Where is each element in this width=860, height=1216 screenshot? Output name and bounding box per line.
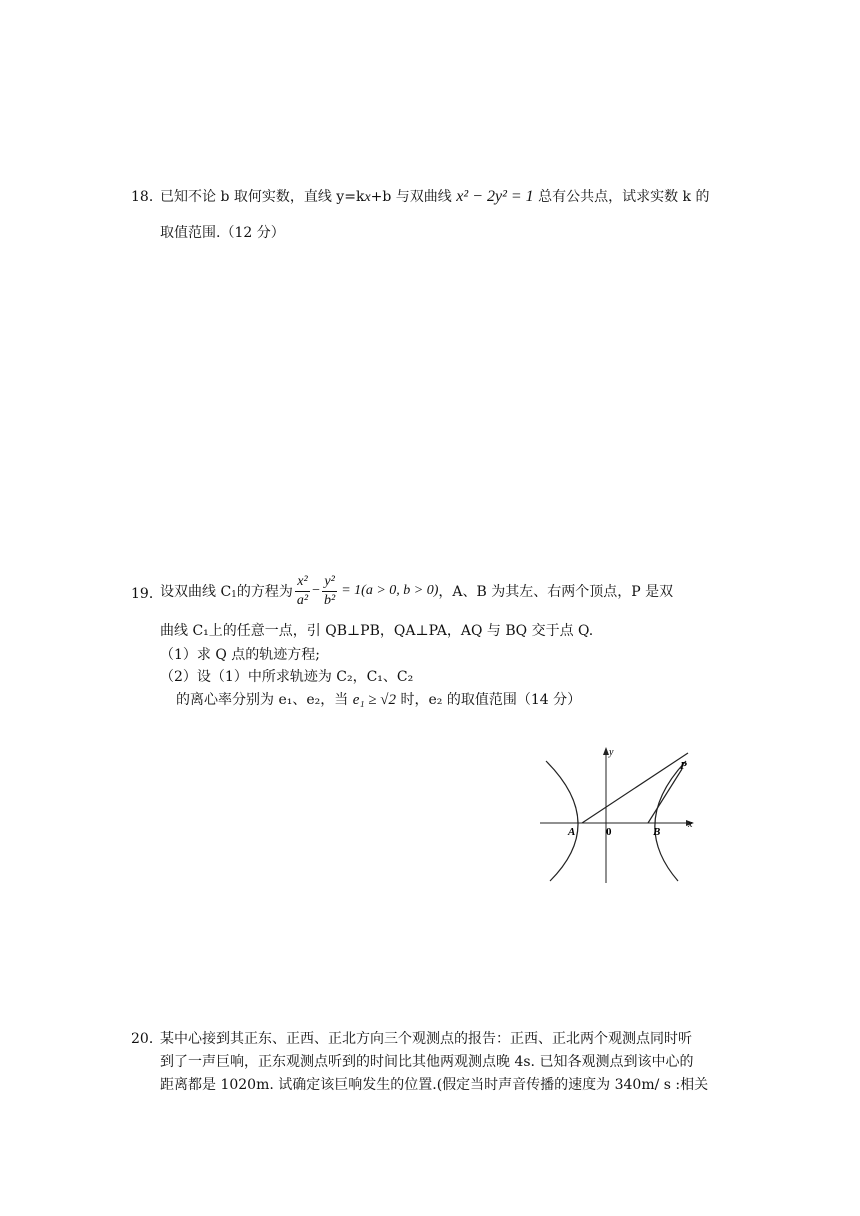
q19-frac2-num: y² [322,573,337,592]
label-a: A [568,826,576,838]
q19-part3-a: 的离心率分别为 e₁、e₂，当 [176,692,349,708]
q19-part3-b: 时，e₂ 的取值范围（14 分） [400,692,582,708]
q19-c-sub: 1 [231,590,237,600]
q19-fraction-y [322,573,337,610]
label-b: B [653,826,661,838]
q19-minus: − [312,583,321,598]
q19-fraction-x [295,573,310,610]
q19-text-b: 的方程为 [236,584,293,600]
q19-text-c: ，A、B 为其左、右两个顶点，P 是双 [438,584,674,600]
q19-line2: 曲线 C₁上的任意一点，引 QB⊥PB，QA⊥PA，AQ 与 BQ 交于点 Q. [160,623,594,639]
q20-line2: 到了一声巨响，正东观测点听到的时间比其他两观测点晚 4s. 已知各观测点到该中心的 [160,1054,694,1070]
label-origin: 0 [606,826,612,838]
label-x: x [688,819,693,830]
q18-line1 [160,186,710,206]
q19-part3-condition: e₁ ≥ √2 [352,692,397,708]
hyperbola-right-branch [655,761,686,881]
q19-eq-tail: = 1(a > 0, b > 0) [341,583,439,598]
q19-line1 [160,566,673,616]
q18-line2: 取值范围.（12 分） [160,225,285,241]
q18-equation: x² − 2y² = 1 [456,188,534,205]
q19-number: 19． [131,586,163,602]
q19-part1: （1）求 Q 点的轨迹方程; [160,647,321,663]
q20-number: 20． [131,1031,163,1047]
q18-text-b: +b 与双曲线 [370,189,452,205]
label-y: y [609,747,614,758]
q18-text-c: 总有公共点，试求实数 k 的 [538,189,710,205]
q19-frac1-den: a² [296,592,309,608]
q20-line1: 某中心接到其正东、正西、正北方向三个观测点的报告：正西、正北两个观测点同时听 [160,1031,692,1047]
q19-text-a: 设双曲线 C [160,584,232,600]
q19-frac1-num: x² [295,573,310,592]
q19-frac2-den: b² [324,592,336,608]
q19-part3 [176,689,581,709]
q19-part2: （2）设（1）中所求轨迹为 C₂，C₁、C₂ [160,669,414,685]
hyperbola-left-branch [546,761,578,881]
q18-number: 18． [131,189,163,205]
q20-line3: 距离都是 1020m. 试确定该巨响发生的位置.(假定当时声音传播的速度为 340m/ s :相关 [160,1077,709,1093]
q18-text-x: x [364,190,371,205]
q18-text-a: 已知不论 b 取何实数，直线 y=k [160,189,365,205]
hyperbola-figure [536,745,706,885]
line-ap [582,753,688,823]
label-p: P [680,760,687,772]
line-bp [648,769,682,823]
